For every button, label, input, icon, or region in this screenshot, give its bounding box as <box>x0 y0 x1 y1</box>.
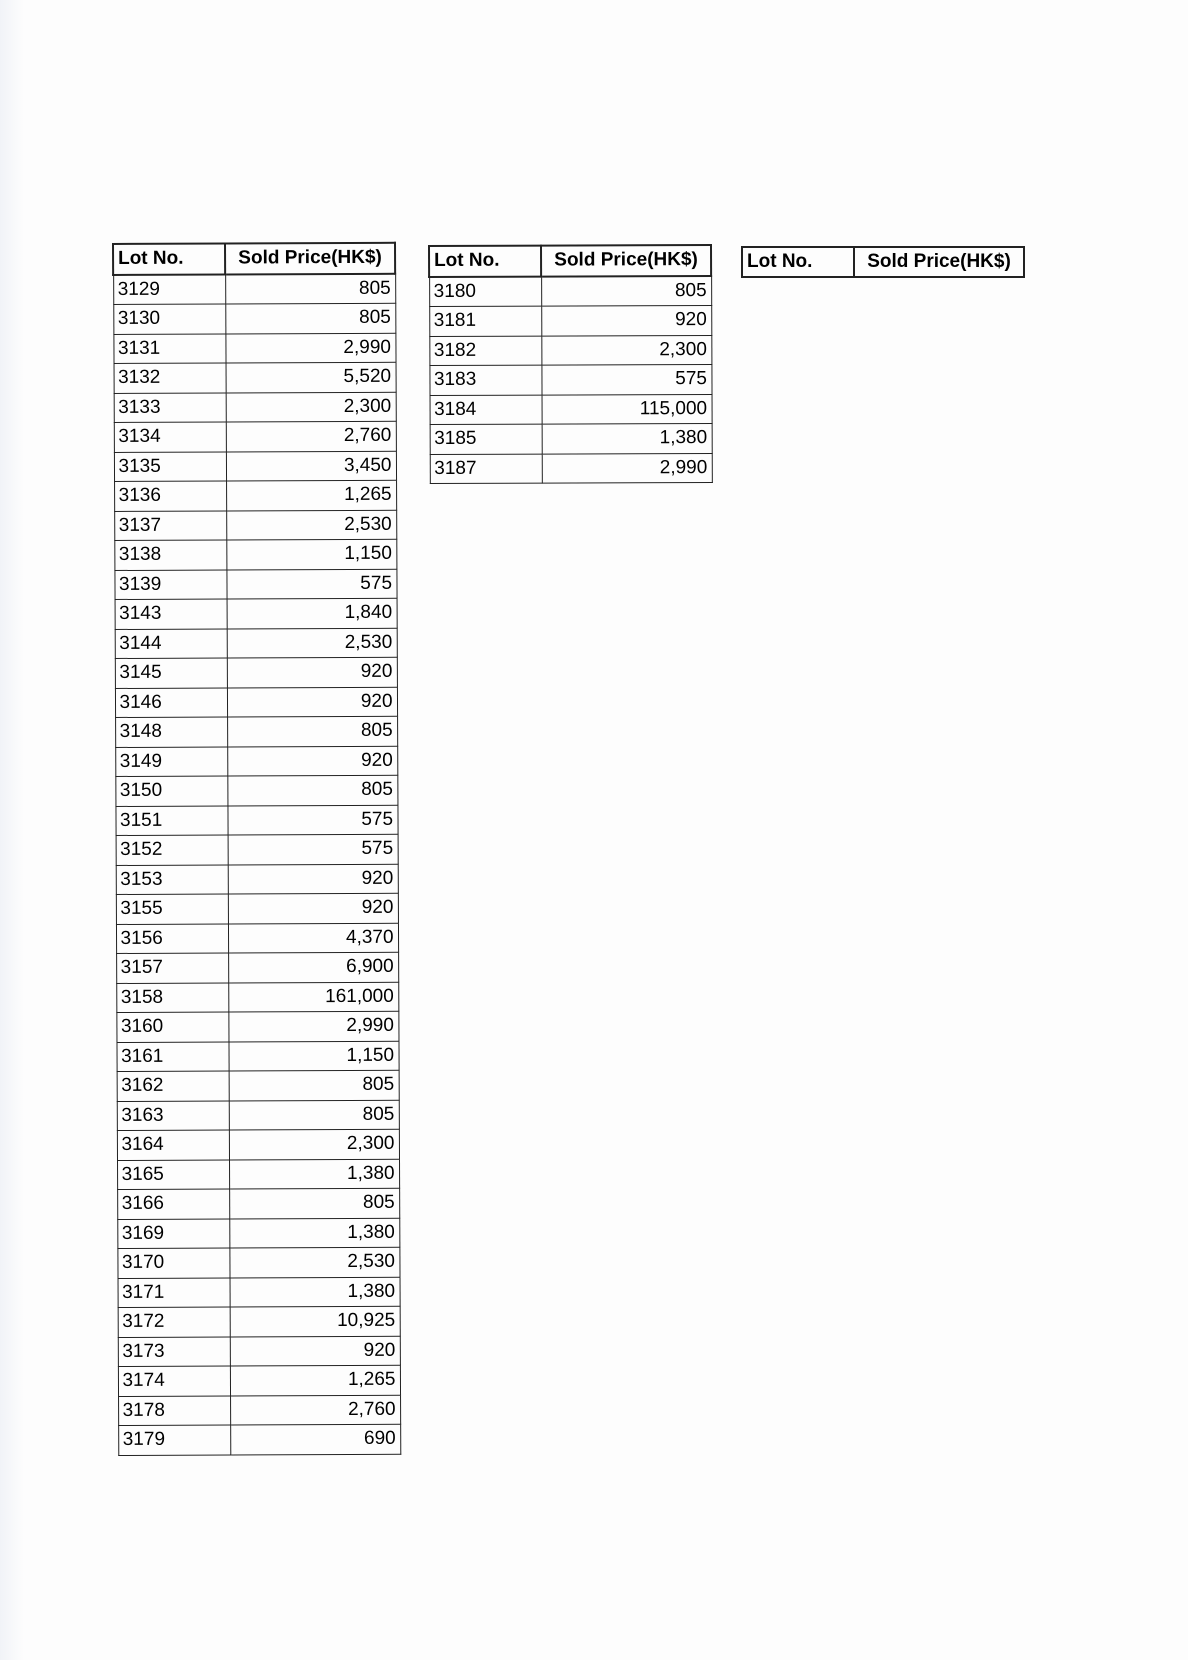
lot-no-header: Lot No. <box>742 247 854 277</box>
table-row <box>430 394 712 424</box>
table-row <box>116 982 398 1013</box>
sold-price-cell: 2,300 <box>226 392 396 422</box>
sold-price-cell: 805 <box>229 1070 399 1100</box>
table-row <box>116 923 398 954</box>
table-row <box>117 1100 399 1131</box>
sold-price-cell: 3,450 <box>226 451 396 481</box>
sold-price-cell: 690 <box>230 1424 400 1454</box>
table-row <box>115 628 397 659</box>
table-row <box>117 1247 399 1278</box>
sold-price-cell: 1,380 <box>230 1277 400 1307</box>
sold-price-cell: 1,380 <box>542 424 712 454</box>
table-row <box>113 303 395 334</box>
lot-number-cell: 3160 <box>116 1012 228 1042</box>
table-row <box>114 569 396 600</box>
table-row <box>117 1188 399 1219</box>
sold-price-cell: 920 <box>541 306 711 336</box>
sold-price-cell: 2,530 <box>229 1247 399 1277</box>
lot-number-cell: 3166 <box>117 1189 229 1219</box>
sold-price-cell: 575 <box>228 834 398 864</box>
sold-price-cell: 1,265 <box>230 1365 400 1395</box>
sold-price-cell: 2,530 <box>226 510 396 540</box>
sold-price-cell: 805 <box>229 1100 399 1130</box>
sold-price-cell: 575 <box>226 569 396 599</box>
lot-number-cell: 3151 <box>115 806 227 836</box>
sold-price-cell: 805 <box>227 716 397 746</box>
header-row <box>429 245 711 276</box>
sold-price-header: Sold Price(HK$) <box>541 245 711 276</box>
sold-price-cell: 920 <box>227 657 397 687</box>
page-edge-shadow <box>0 0 24 1660</box>
table-row <box>114 451 396 482</box>
table-row <box>115 687 397 718</box>
lot-number-cell: 3144 <box>115 629 227 659</box>
sold-price-cell: 2,760 <box>230 1395 400 1425</box>
table-row <box>114 539 396 570</box>
sold-price-cell: 6,900 <box>228 952 398 982</box>
sold-price-cell: 805 <box>225 273 395 304</box>
sold-price-cell: 161,000 <box>228 982 398 1012</box>
table-row <box>115 775 397 806</box>
sold-price-cell: 805 <box>229 1188 399 1218</box>
sold-price-cell: 805 <box>225 303 395 333</box>
lot-number-cell: 3146 <box>115 688 227 718</box>
table-row <box>117 1218 399 1249</box>
lot-number-cell: 3145 <box>115 658 227 688</box>
lot-number-cell: 3143 <box>115 599 227 629</box>
sold-price-cell: 2,300 <box>229 1129 399 1159</box>
lot-number-cell: 3183 <box>429 365 541 395</box>
lot-number-cell: 3170 <box>117 1248 229 1278</box>
lot-number-cell: 3132 <box>114 363 226 393</box>
sold-price-cell: 920 <box>227 687 397 717</box>
lot-number-cell: 3165 <box>117 1159 229 1189</box>
sold-price-cell: 115,000 <box>542 394 712 424</box>
lot-number-cell: 3153 <box>116 865 228 895</box>
lot-number-cell: 3182 <box>429 336 541 366</box>
table-row <box>114 392 396 423</box>
table-row <box>113 333 395 364</box>
lot-number-cell: 3135 <box>114 452 226 482</box>
table-row <box>113 273 395 304</box>
lot-number-cell: 3155 <box>116 894 228 924</box>
lot-no-header: Lot No. <box>429 246 541 277</box>
lot-number-cell: 3163 <box>117 1100 229 1130</box>
table-row <box>114 480 396 511</box>
lot-number-cell: 3185 <box>430 424 542 454</box>
table-row <box>429 335 711 365</box>
table-row <box>118 1365 400 1396</box>
sold-price-cell: 4,370 <box>228 923 398 953</box>
table-row <box>118 1336 400 1367</box>
table-row <box>117 1159 399 1190</box>
sold-price-cell: 10,925 <box>230 1306 400 1336</box>
table-row <box>117 1129 399 1160</box>
sold-price-cell: 920 <box>228 864 398 894</box>
table-row <box>116 834 398 865</box>
sold-price-cell: 2,990 <box>542 453 712 483</box>
sold-price-cell: 920 <box>227 746 397 776</box>
lot-number-cell: 3133 <box>114 393 226 423</box>
lot-number-cell: 3179 <box>118 1425 230 1455</box>
sold-price-cell: 2,530 <box>227 628 397 658</box>
lot-number-cell: 3152 <box>116 835 228 865</box>
table-row <box>116 952 398 983</box>
lot-number-cell: 3187 <box>430 454 542 484</box>
lot-number-cell: 3139 <box>114 570 226 600</box>
table-row <box>115 805 397 836</box>
sold-price-cell: 575 <box>541 365 711 395</box>
sold-price-header: Sold Price(HK$) <box>225 243 395 274</box>
table-row <box>114 362 396 393</box>
sold-price-cell: 1,150 <box>226 539 396 569</box>
price-table-1 <box>112 242 401 1456</box>
lot-number-cell: 3161 <box>116 1041 228 1071</box>
table-row <box>429 276 711 307</box>
price-table-2 <box>428 244 713 484</box>
lot-number-cell: 3137 <box>114 511 226 541</box>
table-row <box>115 598 397 629</box>
sold-price-cell: 2,990 <box>225 333 395 363</box>
lot-number-cell: 3169 <box>117 1218 229 1248</box>
lot-number-cell: 3138 <box>114 540 226 570</box>
sold-price-cell: 575 <box>227 805 397 835</box>
header-row <box>742 247 1024 277</box>
lot-number-cell: 3184 <box>430 395 542 425</box>
sold-price-cell: 5,520 <box>226 362 396 392</box>
sold-price-cell: 1,380 <box>229 1218 399 1248</box>
lot-number-cell: 3172 <box>118 1307 230 1337</box>
price-table-3 <box>741 246 1025 278</box>
sold-price-cell: 920 <box>228 893 398 923</box>
sold-price-cell: 2,300 <box>541 335 711 365</box>
lot-number-cell: 3162 <box>117 1071 229 1101</box>
lot-number-cell: 3178 <box>118 1395 230 1425</box>
lot-number-cell: 3149 <box>115 747 227 777</box>
table-row <box>118 1277 400 1308</box>
lot-number-cell: 3174 <box>118 1366 230 1396</box>
lot-no-header: Lot No. <box>113 244 225 275</box>
table-row <box>114 510 396 541</box>
lot-number-cell: 3180 <box>429 276 541 306</box>
table-row <box>430 453 712 483</box>
table-row <box>429 365 711 395</box>
lot-number-cell: 3171 <box>118 1277 230 1307</box>
sold-price-cell: 2,990 <box>228 1011 398 1041</box>
table-row <box>114 421 396 452</box>
table-row <box>115 657 397 688</box>
lot-number-cell: 3158 <box>116 982 228 1012</box>
table-row <box>116 1041 398 1072</box>
lot-number-cell: 3157 <box>116 953 228 983</box>
sold-price-header: Sold Price(HK$) <box>854 247 1024 277</box>
table-row <box>115 746 397 777</box>
sold-price-cell: 1,150 <box>228 1041 398 1071</box>
lot-number-cell: 3181 <box>429 306 541 336</box>
sold-price-cell: 920 <box>230 1336 400 1366</box>
lot-number-cell: 3150 <box>115 776 227 806</box>
table-row <box>118 1424 400 1455</box>
sold-price-cell: 1,265 <box>226 480 396 510</box>
lot-number-cell: 3156 <box>116 924 228 954</box>
table-row <box>429 306 711 336</box>
table-row <box>430 424 712 454</box>
lot-number-cell: 3136 <box>114 481 226 511</box>
header-row <box>113 243 395 275</box>
sold-price-cell: 805 <box>227 775 397 805</box>
sold-price-cell: 805 <box>541 276 711 307</box>
table-row <box>115 716 397 747</box>
table-row <box>116 1011 398 1042</box>
sold-price-cell: 1,380 <box>229 1159 399 1189</box>
lot-number-cell: 3129 <box>113 274 225 304</box>
table-row <box>116 864 398 895</box>
lot-number-cell: 3173 <box>118 1336 230 1366</box>
lot-number-cell: 3148 <box>115 717 227 747</box>
lot-number-cell: 3130 <box>113 304 225 334</box>
table-row <box>117 1070 399 1101</box>
sold-price-cell: 2,760 <box>226 421 396 451</box>
table-row <box>116 893 398 924</box>
lot-number-cell: 3131 <box>113 334 225 364</box>
sold-price-cell: 1,840 <box>227 598 397 628</box>
lot-number-cell: 3164 <box>117 1130 229 1160</box>
lot-number-cell: 3134 <box>114 422 226 452</box>
table-row <box>118 1306 400 1337</box>
table-row <box>118 1395 400 1426</box>
